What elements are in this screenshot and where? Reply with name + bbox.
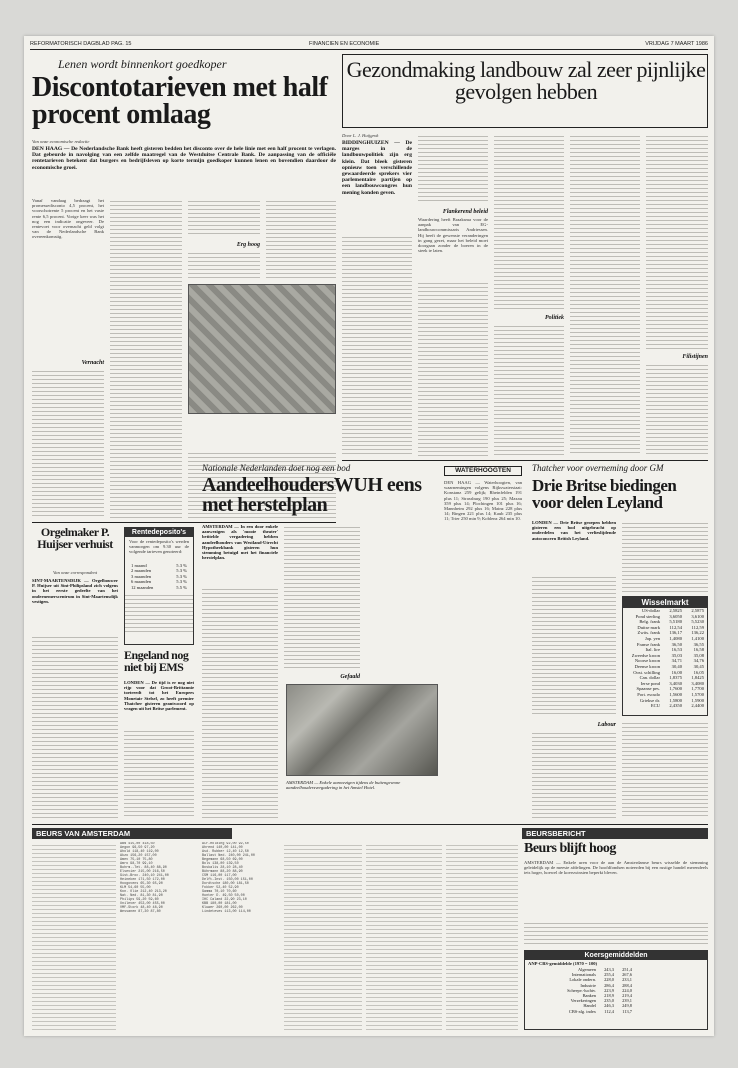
beurs-quote-row: Delft-Inst. 150,00 151,00 xyxy=(202,878,253,882)
beurs-quote-row: Dordtsche 180,00 181,50 xyxy=(202,882,249,886)
beursbericht-title: BEURSBERICHT xyxy=(522,828,708,839)
article2-col4-text xyxy=(570,133,640,456)
koers-name: CBS-alg. index xyxy=(568,1008,596,1014)
wissel-ask: 2,5875 xyxy=(691,608,704,613)
wissel-bid: 1,5600 xyxy=(669,691,682,697)
article1-subhead-erghoog: Erg hoog xyxy=(236,242,260,248)
wissel-bid: 30,40 xyxy=(671,663,682,669)
beurs-quote-row: Ahrend 140,00 141,00 xyxy=(202,846,243,850)
beurs-quote-row: ABN 415,00 418,50 xyxy=(120,842,155,846)
beurs-quote-row: Gist-Broc. 240,10 241,00 xyxy=(120,874,169,878)
article2-col2-text xyxy=(418,133,488,203)
beurs-quote-row: Hunter D. 49,50 50,00 xyxy=(202,894,245,898)
beurs-quote-row: Ballast Ned. 240,00 241,00 xyxy=(202,854,255,858)
wissel-currency: Ierse pond xyxy=(640,680,660,686)
wissel-ask: 1,7700 xyxy=(691,686,704,692)
wissel-bid: 2,4350 xyxy=(669,703,682,709)
rente-term: 12 maanden xyxy=(131,584,154,590)
koers-now: 113,7 xyxy=(622,1008,632,1014)
aerial-photo xyxy=(188,284,336,414)
wissel-ask: 5,5230 xyxy=(691,619,704,625)
koers-row xyxy=(525,1009,635,1014)
koers-now: 251,4 xyxy=(622,967,632,972)
beurs-table-e xyxy=(446,842,518,1030)
wissel-bid: 2,5825 xyxy=(669,608,682,613)
wissel-bid: 16,53 xyxy=(671,647,682,653)
koers-name: Algemeen xyxy=(577,967,596,972)
rente-term: 6 maanden xyxy=(131,579,152,585)
koers-prev: 243,3 xyxy=(604,967,614,972)
koers-prev: 112,4 xyxy=(604,1008,614,1014)
article6-subhead-labour: Labour xyxy=(597,722,616,728)
wissel-bid: 36,50 xyxy=(671,641,682,647)
article6-col2-text xyxy=(622,520,708,592)
wissel-bid: 1,5800 xyxy=(669,697,682,703)
beurs-quote-row: IHC Caland 22,90 23,10 xyxy=(202,898,247,902)
beurs-quote-row: Bols 138,00 139,50 xyxy=(202,862,239,866)
article4-body-text xyxy=(32,634,118,818)
beurs-quote-row: KBB 180,00 181,00 xyxy=(202,902,237,906)
wissel-currency: Belg. frank xyxy=(639,619,660,625)
article2-headline-box xyxy=(342,54,708,128)
wissel-bid: 16,00 xyxy=(671,669,682,675)
beursbericht-headline: Beurs blijft hoog xyxy=(524,841,616,856)
beurs-quote-row: Buhrm.-Tet. 88,40 88,90 xyxy=(120,866,167,870)
beurs-quote-row: Kon. Olie 212,40 213,20 xyxy=(120,890,167,894)
article4-byline: Van onze correspondent xyxy=(53,570,97,575)
koersgemiddelden-sub: ANP-CBS-gemiddelde (1970 = 100) xyxy=(528,961,598,966)
rente-rate: 5.3 % xyxy=(176,568,187,574)
article4-headline: Orgelmaker P. Huijser verhuist xyxy=(37,525,113,551)
beurs-quote-row: Unilever 453,00 455,00 xyxy=(120,902,165,906)
wissel-ask: 136,22 xyxy=(691,630,704,636)
wissel-ask: 112,59 xyxy=(691,624,704,630)
koersgemiddelden-title: Koersgemiddelden xyxy=(525,951,707,960)
koers-prev: 218,9 xyxy=(604,993,614,999)
article6-col2b-text xyxy=(622,720,708,818)
wissel-currency: Jap. yen xyxy=(644,635,660,641)
article2-subhead-flankerend: Flankerend beleid xyxy=(442,209,488,215)
beurs-notice xyxy=(32,842,116,1030)
article6-col1-text xyxy=(532,574,616,716)
wissel-bid: 3,6050 xyxy=(669,613,682,619)
article1-col3-text xyxy=(188,198,260,236)
article1-col3b-text xyxy=(188,250,260,278)
koers-name: Internationals xyxy=(571,972,596,978)
article5-headline: Engeland nog niet bij EMS xyxy=(124,648,189,674)
article4-lead: SINT-MAARTENSDIJK — Orgelbouwer P. Huijser uit Sint-Philipsland zich volgens in het eerste gedeelte van het ondernemerscentrum in Sint-Maartensdijk vestigen. xyxy=(32,578,118,604)
beurs-quote-row: Nat. Ned. 81,30 81,90 xyxy=(120,894,163,898)
beurs-quote-row: Hoogovens 65,30 65,90 xyxy=(120,882,163,886)
wissel-currency: Noorse kroon xyxy=(634,658,660,664)
article1-col1-text xyxy=(32,368,104,518)
wissel-currency: Can. dollar xyxy=(639,675,660,681)
rente-row xyxy=(125,585,193,590)
koers-now: 233,1 xyxy=(622,977,632,983)
rentedeposito-intro: Voor de rentedeposito's werden vanmorgen om 9.30 uur de volgende tarieven genoteerd: xyxy=(129,539,189,555)
article3-kicker: Nationale Nederlanden doet nog een bod xyxy=(202,463,351,473)
koers-prev: 255,4 xyxy=(604,972,614,978)
rentedeposito-title: Rentedeposito's xyxy=(125,528,193,537)
beurs-quote-row: Asd. Rubber 12,40 12,50 xyxy=(202,850,249,854)
wissel-currency: Zwits. frank xyxy=(637,630,660,636)
wissel-currency: ECU xyxy=(650,703,660,709)
beurs-quote-row: Aegon 96,50 97,20 xyxy=(120,846,155,850)
article2-subhead-politiek: Politiek xyxy=(545,315,564,321)
wissel-currency: Oost. schilling xyxy=(633,669,660,675)
runhead-right: VRIJDAG 7 MAART 1986 xyxy=(645,41,708,47)
koersgemiddelden-rows xyxy=(525,967,635,1014)
rente-term: 2 maanden xyxy=(131,568,152,574)
rente-term: 3 maanden xyxy=(131,573,152,579)
wissel-currency: Zweedse kroon xyxy=(631,652,660,658)
beursbericht-body xyxy=(524,920,708,946)
wisselmarkt-title: Wisselmarkt xyxy=(623,597,707,608)
beurs-quote-row: Amev 75,10 75,80 xyxy=(120,858,153,862)
wissel-currency: Franse frank xyxy=(636,641,660,647)
beurs-title: BEURS VAN AMSTERDAM xyxy=(32,828,232,839)
wissel-ask: 1,4100 xyxy=(691,635,704,641)
koers-name: Verzekeringen xyxy=(570,998,596,1004)
article5-body-text xyxy=(124,728,194,818)
rente-rate: 5.3 % xyxy=(176,573,187,579)
runhead-left: REFORMATORISCH DAGBLAD PAG. 15 xyxy=(30,41,132,47)
koers-prev: 228,0 xyxy=(604,977,614,983)
beurs-quote-row: Kluwer 260,00 262,00 xyxy=(202,906,243,910)
article1-kicker: Lenen wordt binnenkort goedkoper xyxy=(58,57,227,71)
beurs-table-b xyxy=(202,842,280,1030)
koers-name: Banken xyxy=(582,993,596,999)
section-rule-right xyxy=(342,460,708,461)
waterhoogten-body: DEN HAAG — Waterhoogten, van waarnemingen volgens Rijkswaterstaat: Konstanz 259 gelijk; Rheinfelden 191 plus 11; Strassburg 190 plus 25; Maxau 359 plus 14; Plochingen 101 plus 16; Mannheim 292 plus 16; Mainz 228 plus 14; Bingen 221 plus 14; Kaub 235 plus 11; Trier 250 min 9; Koblenz 264 min 10. xyxy=(444,480,522,522)
beurs-quote-row: CSM 116,00 117,00 xyxy=(202,874,237,878)
article3-headline: AandeelhoudersWUH eens met herstelplan xyxy=(202,474,422,516)
article2-subhead-filistijnen: Filistijnen xyxy=(682,354,708,360)
newspaper-page xyxy=(24,36,714,1036)
article2-col2b-text xyxy=(418,280,488,456)
article2-col1-text xyxy=(342,234,412,456)
wissel-currency: Deense kroon xyxy=(634,663,660,669)
koers-name: Lokale ondern. xyxy=(569,977,596,983)
article1-lead: DEN HAAG — De Nederlandsche Bank heeft gisteren bedden het disconto over de hele linie met een half procent te verlagen. Dat gebeurde in navolging van een zelfde maatregel van de Westduitse Centrale Bank. De aanpassing van de officiële rentetarieven betekent dat burgers en bedrijfsleven op korte termijn goedkoper kunnen lenen en bovendien daardoor de economische groei. xyxy=(32,146,336,171)
article2-col3-text xyxy=(494,133,564,309)
article2-body: Waardering heeft Braaksma voor de aanpak van EG-landbouwcommissaris Andriessen. Hij heeft de gewenste veranderingen in gang gezet, maar het beleid moet doorgaan zonder de boeren in de steek te laten. xyxy=(418,217,488,254)
beurs-quote-row: VMF-Stork 48,40 48,90 xyxy=(120,906,163,910)
koers-now: 224,0 xyxy=(622,987,632,993)
wissel-ask: 16,05 xyxy=(693,669,704,675)
wissel-currency: Griekse dr. xyxy=(639,697,660,703)
beurs-quote-row: Boskalis 28,10 28,40 xyxy=(202,866,243,870)
article1-byline: Van onze economische redactie xyxy=(32,139,90,144)
wissel-ask: 3,6100 xyxy=(691,613,704,619)
rentedeposito-box xyxy=(124,527,194,645)
koersgemiddelden-box xyxy=(524,950,708,1030)
meeting-photo xyxy=(286,684,438,776)
koers-prev: 286,4 xyxy=(604,982,614,988)
beurs-quote-row: Heineken 171,50 172,00 xyxy=(120,878,165,882)
rente-term: 1 maand xyxy=(131,563,147,568)
meeting-photo-caption: AMSTERDAM — Enkele aanwezigen tijdens de buitengewone aandeelhoudersvergadering in het Amstel Hotel. xyxy=(286,780,401,791)
article3-col2-text xyxy=(284,524,360,668)
wissel-ask: 35,08 xyxy=(693,652,704,658)
koers-now: 249,8 xyxy=(622,1003,632,1009)
koers-prev: 223,9 xyxy=(604,987,614,993)
wissel-currency: Pond sterling xyxy=(635,613,660,619)
beurs-table-d xyxy=(366,842,442,1030)
rente-rate: 5.5 % xyxy=(176,584,187,590)
article1-col4-text xyxy=(266,198,336,278)
wissel-bid: 3,4030 xyxy=(669,680,682,686)
wissel-bid: 1,7600 xyxy=(669,686,682,692)
koers-now: 239,1 xyxy=(622,998,632,1004)
article2-col5-text xyxy=(646,133,708,349)
article6-headline: Drie Britse biedingen voor delen Leyland xyxy=(532,476,677,512)
aerial-photo-caption xyxy=(188,418,336,446)
article1-body: Vanaf vandaag bedraagt het promessedisconto 4,5 procent, het voorschotrente 5 procent en het vaste rente 6,5 procent. Vorige keer was het nog een indicatie ongeveer. De rentevoet voor overnacht geld volgt van de Nederlandsche Bank overeenkomstig. xyxy=(32,198,104,240)
beurs-quote-row: Ahold 118,40 119,00 xyxy=(120,850,159,854)
wissel-ask: 30,45 xyxy=(693,663,704,669)
article1-subhead-vernacht: Vernacht xyxy=(81,360,104,366)
article6-col1b-text xyxy=(532,730,616,818)
wissel-currency: Ital. lire xyxy=(645,647,660,653)
wisselmarkt-box xyxy=(622,596,708,716)
article1-col2-text xyxy=(110,198,182,518)
wissel-ask: 1,5900 xyxy=(691,697,704,703)
koers-prev: 246,3 xyxy=(604,1003,614,1009)
beurs-quote-row: KLM 54,60 55,00 xyxy=(120,886,151,890)
rentedeposito-note xyxy=(125,592,193,632)
wissel-ask: 16,58 xyxy=(693,647,704,653)
koers-name: Scheepv.-luchtv. xyxy=(567,987,596,993)
koers-name: Handel xyxy=(583,1003,596,1009)
wissel-ask: 1,5700 xyxy=(691,691,704,697)
beurs-quote-row: Elsevier 215,00 216,50 xyxy=(120,870,165,874)
koers-now: 288,4 xyxy=(622,982,632,988)
beursbericht-lead: AMSTERDAM — Enkele uren voor de aan de Amsterdamse beurs wisselde de stemming geleidelijk op de meeste afdelingen. De hoofdfondsen noteerden bij een rustige handel merendeels iets hoger, hoewel de koerswinsten beperkt bleven. xyxy=(524,860,708,876)
wissel-currency: US-dollar xyxy=(641,608,660,613)
article2-col5b-text xyxy=(646,362,708,456)
wissel-ask: 34,76 xyxy=(693,658,704,664)
beurs-quote-row: Bührmann 88,20 88,90 xyxy=(202,870,243,874)
article3-col1-text xyxy=(202,586,278,818)
beurs-table-a xyxy=(120,842,198,1030)
article1-col1 xyxy=(32,198,104,356)
beurs-quote-row: Gamma 70,10 70,60 xyxy=(202,890,237,894)
beurs-quote-row: Lindeteves 113,00 114,00 xyxy=(202,910,251,914)
beurs-quote-row: Akzo 156,20 157,00 xyxy=(120,854,157,858)
wissel-bid: 1,4080 xyxy=(669,635,682,641)
koers-now: 219,4 xyxy=(622,993,632,999)
wissel-bid: 136,17 xyxy=(669,630,682,636)
wissel-ask: 3,4080 xyxy=(691,680,704,686)
koers-prev: 235,0 xyxy=(604,998,614,1004)
article2-headline: Gezondmaking landbouw zal zeer pijnlijke gevolgen hebben xyxy=(346,57,706,104)
wissel-bid: 112,54 xyxy=(669,624,682,630)
beurs-quote-row: Begemann 68,50 69,00 xyxy=(202,858,243,862)
wisselmarkt-rows xyxy=(623,608,707,709)
koers-name: Industrie xyxy=(580,982,596,988)
wissel-currency: Duitse mark xyxy=(637,624,660,630)
waterhoogten-title: WATERHOOGTEN xyxy=(444,466,522,476)
beurs-quote-row: Fokker 52,40 52,90 xyxy=(202,886,239,890)
wissel-currency: Port. escudo xyxy=(637,691,660,697)
wissel-bid: 5,5180 xyxy=(669,619,682,625)
beurs-quote-row: ACF-Holding 92,00 92,50 xyxy=(202,842,249,846)
rentedeposito-rows xyxy=(125,563,193,590)
section-rule-left xyxy=(32,522,336,523)
koers-now: 267,6 xyxy=(622,972,632,978)
article2-col3b-text xyxy=(494,323,564,456)
beurs-quote-row: Wessanen 87,30 87,80 xyxy=(120,910,161,914)
wissel-currency: Spaanse pes. xyxy=(636,686,660,692)
wissel-row xyxy=(623,703,707,709)
article2-lead: BIDDINGHUIZEN — De marges in de landbouwpolitiek zijn erg klein. Dat bleek gisteren opnieuw toen verschillende gewaardeerde sprekers vier parlementaire partijen op een landbouwcongres hun mening konden geven. xyxy=(342,140,412,196)
article6-lead: LONDEN — Drie Britse groepen hebben gisteren een bod uitgebracht op onderdelen van het verlieslijdende autoconcern British Leyland. xyxy=(532,520,616,541)
masthead-rule xyxy=(30,49,708,50)
runhead-center: FINANCIEN EN ECONOMIE xyxy=(309,41,380,47)
article3-lead: AMSTERDAM — In een door enkele aanwezigen als 'mooie theater' betitelde vergadering hebben aandeelhouders van Westland-Utrecht Hypotheekbank gisteren hun stemming betuigd met het financiele herstelplan. xyxy=(202,524,278,561)
rente-rate: 5.3 % xyxy=(176,579,187,585)
wissel-ask: 2,4400 xyxy=(691,703,704,709)
wissel-bid: 34,71 xyxy=(671,658,682,664)
article6-kicker: Thatcher voor overneming door GM xyxy=(532,463,664,473)
wissel-ask: 36,55 xyxy=(693,641,704,647)
beurs-quote-row: Philips 59,20 59,60 xyxy=(120,898,159,902)
wissel-ask: 1,8425 xyxy=(691,675,704,681)
beurs-quote-row: Amro 98,70 99,10 xyxy=(120,862,153,866)
rente-rate: 5.3 % xyxy=(176,563,187,568)
beurs-rule xyxy=(32,824,708,825)
wissel-bid: 35,03 xyxy=(671,652,682,658)
article5-lead: LONDEN — De tijd is er nog niet rijp voor dat Groot-Brittannie toetreedt tot het Europees Monetair Stelsel, zo heeft premier Thatcher gisteren geantwoord op vragen uit het Britse parlement. xyxy=(124,680,194,712)
article1-headline: Discontotarieven met half procent omlaag xyxy=(32,72,328,131)
wissel-bid: 1,8375 xyxy=(669,675,682,681)
article3-subhead-gefaald: Gefaald xyxy=(340,674,360,680)
article2-byline: Door L. J. Huijgrok xyxy=(342,133,379,138)
beurs-table-c xyxy=(284,842,362,1030)
